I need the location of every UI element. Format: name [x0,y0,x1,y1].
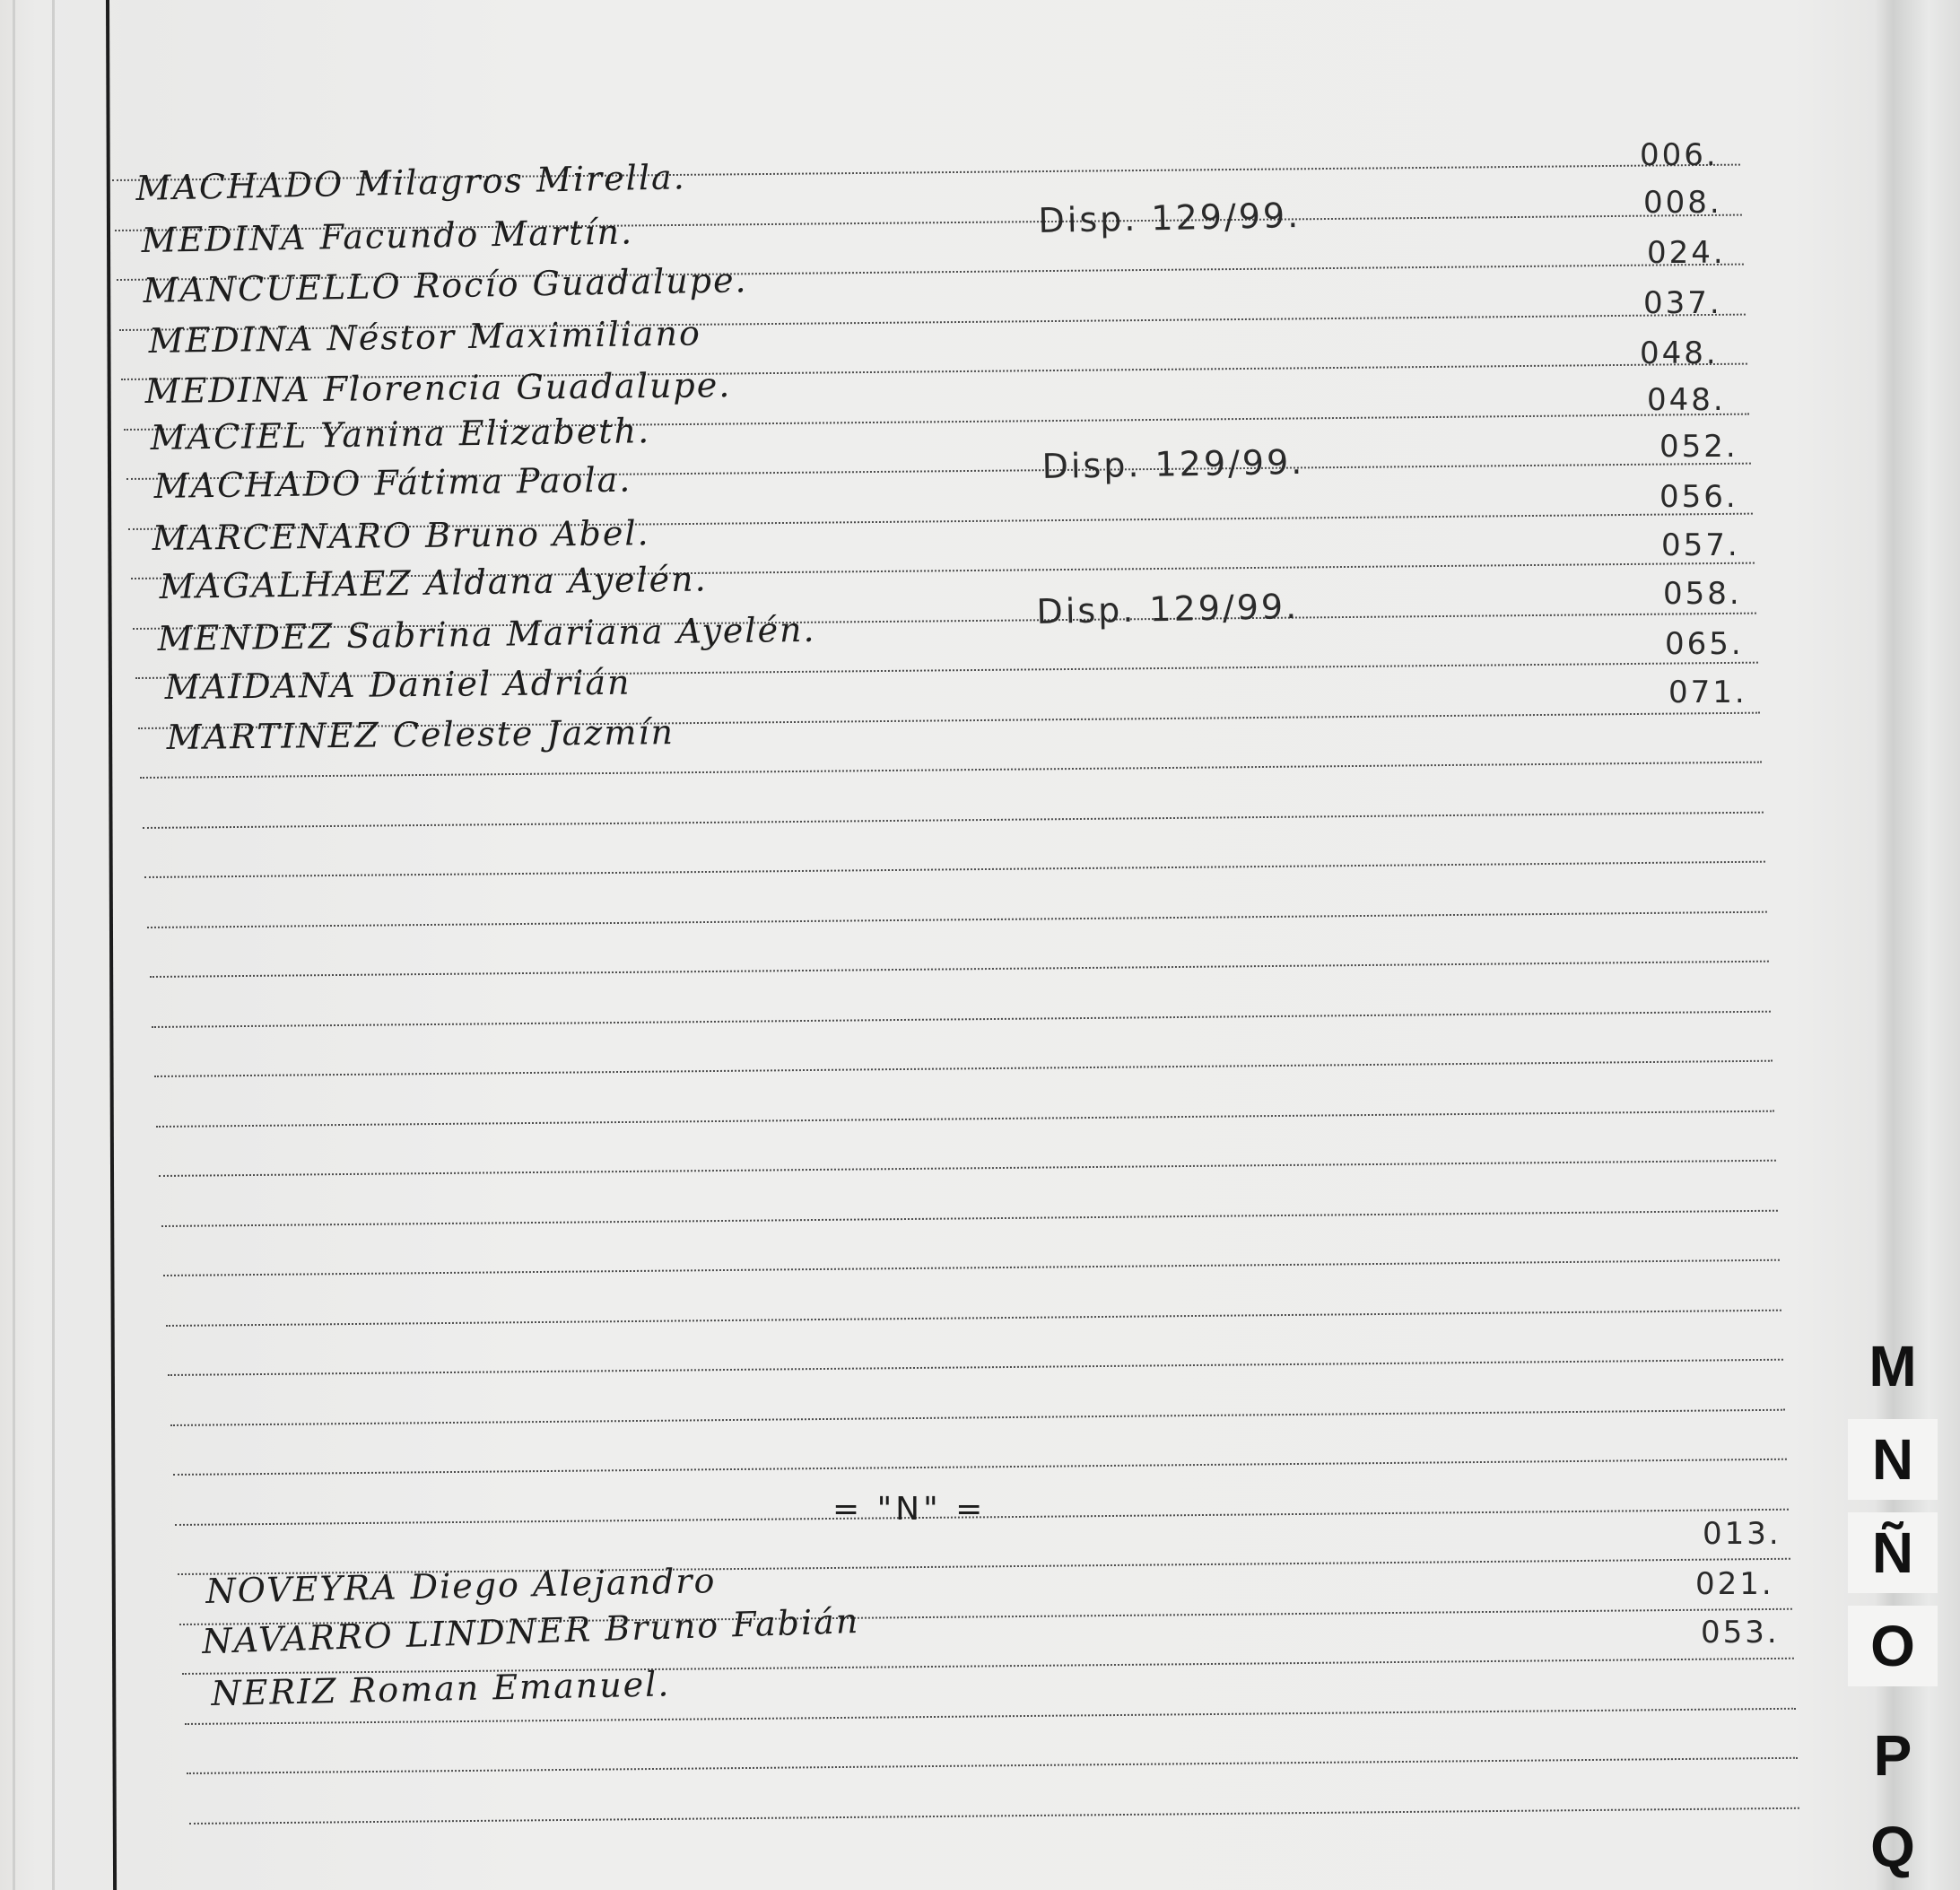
entry-name: MARCENARO Bruno Abel. [152,513,650,558]
entry-number: 065. [1665,626,1744,662]
entry-number: 057. [1661,527,1740,563]
ruled-line [161,1209,1778,1226]
index-tab-m[interactable]: M [1869,1334,1917,1398]
entry-number: 048. [1640,335,1719,371]
entry-number: 024. [1647,235,1726,271]
index-tab-enye[interactable]: Ñ [1848,1512,1938,1593]
entry-disposition: Disp. 129/99. [1038,195,1302,240]
margin-line [106,0,117,1890]
entry-name: NOVEYRA Diego Alejandro [205,1561,717,1611]
ruled-line [140,762,1762,779]
ruled-line [187,1757,1798,1774]
entry-name: MEDINA Néstor Maximiliano [148,313,702,361]
ruled-line [159,1160,1776,1177]
entry-name: MAGALHAEZ Aldana Ayelén. [159,559,708,606]
entry-number: 013. [1703,1516,1781,1552]
ruled-line [168,1359,1783,1376]
entry-name: MARTINEZ Celeste Jazmín [166,712,675,757]
entry-number: 052. [1659,429,1738,465]
entry-name: MAIDANA Daniel Adrián [164,662,632,707]
entry-number: 058. [1663,576,1742,612]
ruled-line [143,811,1764,828]
section-heading-n: = "N" = [832,1491,987,1528]
ruled-line [170,1408,1785,1425]
ruled-line [189,1807,1799,1824]
ruled-line [144,861,1765,878]
ruled-line [173,1459,1787,1476]
entry-name: MEDINA Facundo Martín. [141,212,634,260]
binder-edge-left [13,0,15,1890]
ruled-line [147,910,1767,928]
binder-edge-inner [52,0,55,1890]
ruled-line [154,1060,1773,1077]
entry-name: MACHADO Milagros Mirella. [135,157,687,208]
entry-name: MENDEZ Sabrina Mariana Ayelén. [157,609,816,658]
entry-number: 006. [1640,137,1719,173]
ruled-line [152,1010,1771,1027]
entry-number: 008. [1643,185,1722,221]
ruled-line [156,1110,1774,1127]
entry-number: 056. [1659,479,1738,515]
entry-number: 071. [1668,675,1747,710]
index-tab-q[interactable]: Q [1870,1815,1915,1879]
entry-name: MEDINA Florencia Guadalupe. [144,365,732,411]
index-tab-p[interactable]: P [1873,1723,1912,1788]
entry-number: 048. [1647,382,1726,418]
entry-name: MACHADO Fátima Paola. [153,459,632,506]
entry-number: 037. [1643,285,1722,321]
entry-number: 053. [1701,1615,1780,1650]
entry-name: MANCUELLO Rocío Guadalupe. [143,260,748,310]
entry-name: NERIZ Roman Emanuel. [211,1664,671,1713]
ruled-line [166,1309,1781,1326]
index-tab-n[interactable]: N [1848,1419,1938,1500]
entry-disposition: Disp. 129/99. [1036,586,1300,631]
entry-name: NAVARRO LINDNER Bruno Fabián [201,1600,860,1661]
entry-name: MACIEL Yanina Elizabeth. [150,411,651,457]
index-tab-o[interactable]: O [1848,1606,1938,1686]
entry-number: 021. [1695,1566,1774,1602]
ruled-line [150,961,1769,978]
ruled-line [163,1259,1780,1276]
entry-disposition: Disp. 129/99. [1041,441,1305,486]
ruled-line [185,1707,1796,1724]
